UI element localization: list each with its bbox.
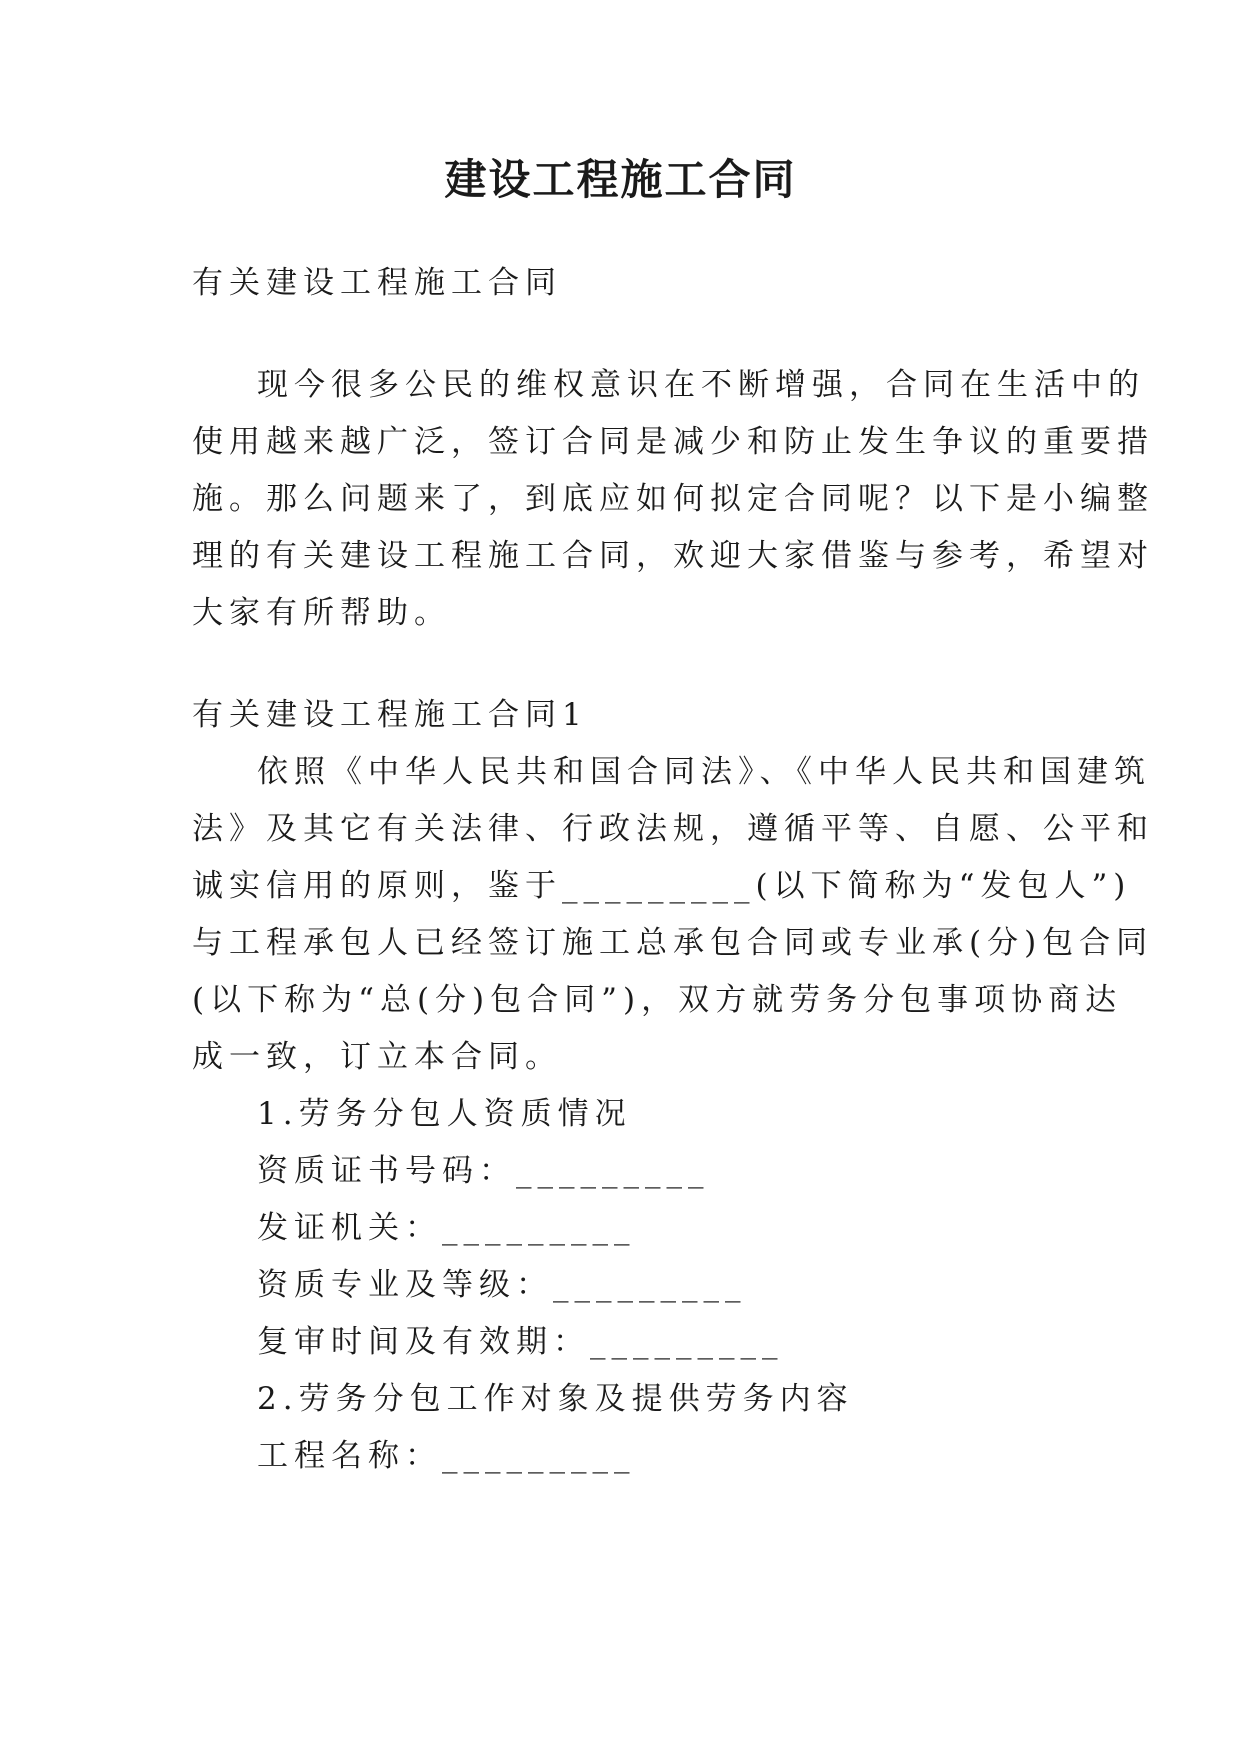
clause1-heading: 1.劳务分包人资质情况 bbox=[257, 1096, 632, 1132]
clause1-field: 复审时间及有效期：_________ bbox=[257, 1324, 784, 1360]
document-title: 建设工程施工合同 bbox=[444, 155, 797, 204]
clause2-heading: 2.劳务分包工作对象及提供劳务内容 bbox=[257, 1381, 854, 1417]
section1-line: 诚实信用的原则，鉴于_________(以下简称为“发包人”) bbox=[192, 868, 1132, 904]
section1-line: (以下称为“总(分)包合同”)，双方就劳务分包事项协商达 bbox=[192, 982, 1123, 1018]
intro-line: 理的有关建设工程施工合同，欢迎大家借鉴与参考，希望对 bbox=[192, 538, 1154, 574]
section1-line: 法》及其它有关法律、行政法规，遵循平等、自愿、公平和 bbox=[192, 811, 1154, 847]
clause1-field: 发证机关：_________ bbox=[257, 1210, 636, 1246]
intro-line: 现今很多公民的维权意识在不断增强，合同在生活中的 bbox=[257, 367, 1145, 403]
clause2-field: 工程名称：_________ bbox=[257, 1438, 636, 1474]
section1-line: 成一致，订立本合同。 bbox=[192, 1039, 562, 1075]
document-subtitle: 有关建设工程施工合同 bbox=[192, 265, 562, 301]
intro-line: 使用越来越广泛，签订合同是减少和防止发生争议的重要措 bbox=[192, 424, 1154, 460]
intro-line: 施。那么问题来了，到底应如何拟定合同呢？以下是小编整 bbox=[192, 481, 1154, 517]
clause1-field: 资质专业及等级：_________ bbox=[257, 1267, 747, 1303]
clause1-field: 资质证书号码：_________ bbox=[257, 1153, 710, 1189]
section1-line: 与工程承包人已经签订施工总承包合同或专业承(分)包合同 bbox=[192, 925, 1154, 961]
intro-line: 大家有所帮助。 bbox=[192, 595, 451, 631]
section-heading: 有关建设工程施工合同1 bbox=[192, 697, 588, 733]
section1-line: 依照《中华人民共和国合同法》、《中华人民共和国建筑 bbox=[257, 754, 1151, 790]
